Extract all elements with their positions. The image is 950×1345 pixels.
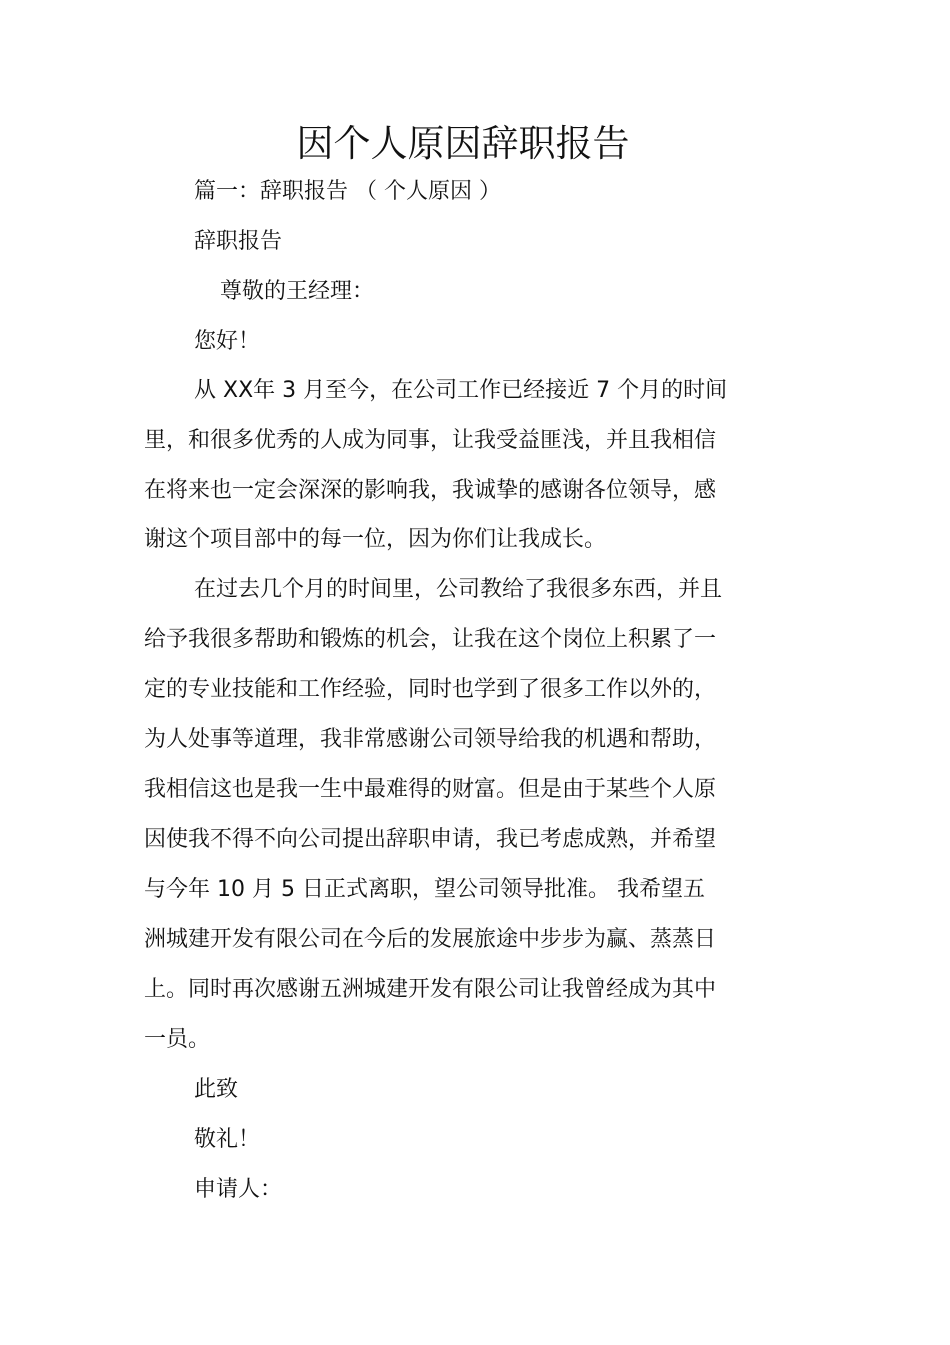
paragraph-line: 谢这个项目部中的每一位，因为你们让我成长。 <box>144 527 607 552</box>
closing-line: 此致 <box>194 1077 239 1102</box>
paragraph-line: 定的专业技能和工作经验，同时也学到了很多工作以外的， <box>144 677 717 702</box>
paragraph-line: 在过去几个月的时间里，公司教给了我很多东西，并且 <box>194 577 723 602</box>
paragraph-line: 在将来也一定会深深的影响我，我诚挚的感谢各位领导，感 <box>144 478 717 503</box>
closing-regards: 敬礼！ <box>194 1127 261 1152</box>
report-heading: 辞职报告 <box>194 229 283 254</box>
paragraph-line: 给予我很多帮助和锻炼的机会，让我在这个岗位上积累了一 <box>144 627 717 652</box>
paragraph-line: 我相信这也是我一生中最难得的财富。但是由于某些个人原 <box>144 777 717 802</box>
paragraph-line: 里，和很多优秀的人成为同事，让我受益匪浅，并且我相信 <box>144 428 717 453</box>
greeting: 您好！ <box>194 329 261 354</box>
paragraph-line: 与今年 10 月 5 日正式离职，望公司领导批准。 我希望五 <box>144 877 705 902</box>
paragraph-line: 因使我不得不向公司提出辞职申请，我已考虑成熟，并希望 <box>144 827 717 852</box>
paragraph-line: 为人处事等道理，我非常感谢公司领导给我的机遇和帮助， <box>144 727 717 752</box>
document-title: 因个人原因辞职报告 <box>296 122 630 165</box>
paragraph-line: 洲城建开发有限公司在今后的发展旅途中步步为赢、蒸蒸日 <box>144 927 717 952</box>
paragraph-line: 从 XX年 3 月至今，在公司工作已经接近 7 个月的时间 <box>194 378 728 403</box>
applicant-label: 申请人： <box>194 1177 283 1202</box>
article-heading: 篇一：辞职报告 （ 个人原因 ） <box>194 179 501 204</box>
salutation: 尊敬的王经理： <box>220 279 375 304</box>
paragraph-line: 上。同时再次感谢五洲城建开发有限公司让我曾经成为其中 <box>144 977 717 1002</box>
paragraph-line: 一员。 <box>144 1027 211 1052</box>
